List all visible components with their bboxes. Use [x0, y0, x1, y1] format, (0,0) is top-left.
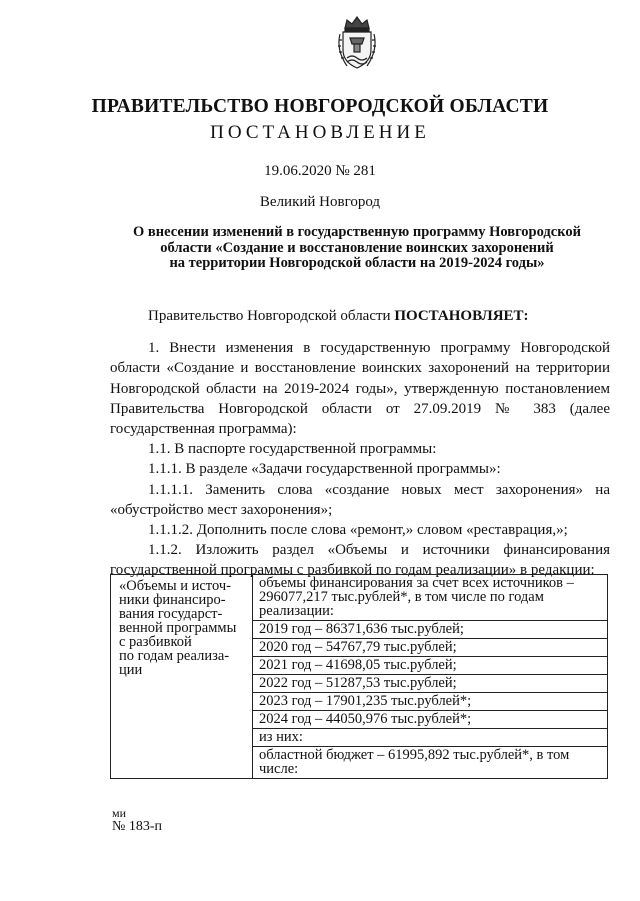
- right-cell-rows: [253, 575, 607, 778]
- document-date-number: 19.06.2020 № 281: [264, 163, 376, 179]
- paragraph-1-1-1: 1.1.1. В разделе «Задачи государственной программы»:: [148, 461, 501, 478]
- footer-initials: ми: [112, 806, 127, 820]
- page-footer: [112, 806, 162, 834]
- coat-of-arms-emblem: [335, 14, 379, 72]
- funding-row: 2021 год – 41698,05 тыс.рублей;: [253, 657, 607, 675]
- title-line: на территории Новгородской области на 2019-2024 годы»: [169, 255, 545, 271]
- document-type: ПОСТАНОВЛЕНИЕ: [210, 122, 430, 143]
- document-city: Великий Новгород: [259, 194, 381, 210]
- paragraph-1: 1. Внести изменения в государственную программу Новгородской области «Создание и восстановление воинских захоронений на территории Новгородской области на 2019-2024 годы», утвержденную постановлением Правительства Новгородской области от 27.09.2019 № 383 (далее государственная программа):: [110, 340, 610, 438]
- funding-row: 2023 год – 17901,235 тыс.рублей*;: [253, 693, 607, 711]
- paragraph-1-1: 1.1. В паспорте государственной программы:: [148, 441, 437, 458]
- table-row: [111, 575, 608, 779]
- title-line: области «Создание и восстановление воинских захоронений: [160, 239, 554, 256]
- funding-row: из них:: [253, 729, 607, 747]
- intro-text: Правительство Новгородской области: [148, 308, 395, 324]
- table-right-cell: [253, 575, 608, 779]
- funding-row: объемы финансирования за счет всех источников – 296077,217 тыс.рублей*, в том числе по годам реализации:: [253, 575, 607, 621]
- funding-row: 2022 год – 51287,53 тыс.рублей;: [253, 675, 607, 693]
- footer-form-number: № 183-п: [112, 819, 163, 834]
- funding-row: 2019 год – 86371,636 тыс.рублей;: [253, 621, 607, 639]
- left-cell-text: «Объемы и источ- ники финансиро- вания государст- венной программы с разбивкой по годам реализа- ции: [119, 578, 237, 678]
- funding-row: 2020 год – 54767,79 тыс.рублей;: [253, 639, 607, 657]
- intro-paragraph: [110, 306, 610, 326]
- title-line: О внесении изменений в государственную программу Новгородской: [133, 224, 581, 240]
- funding-row: 2024 год – 44050,976 тыс.рублей*;: [253, 711, 607, 729]
- table-left-cell: [111, 575, 253, 779]
- funding-row: областной бюджет – 61995,892 тыс.рублей*, в том числе:: [259, 747, 570, 777]
- intro-decree-word: ПОСТАНОВЛЯЕТ:: [394, 308, 529, 324]
- document-body: [110, 306, 610, 581]
- financing-table: [110, 574, 608, 779]
- paragraph-1-1-2: 1.1.2. Изложить раздел «Объемы и источники финансирования государственной программы с разбивкой по годам реализации» в редакции:: [110, 542, 610, 579]
- paragraph-1-1-1-2: 1.1.1.2. Дополнить после слова «ремонт,» словом «реставрация,»;: [148, 522, 568, 539]
- document-title: [118, 225, 596, 272]
- government-name: ПРАВИТЕЛЬСТВО НОВГОРОДСКОЙ ОБЛАСТИ: [91, 96, 549, 117]
- paragraph-1-1-1-1: 1.1.1.1. Заменить слова «создание новых мест захоронения» на «обустройство мест захоронения»;: [110, 481, 610, 518]
